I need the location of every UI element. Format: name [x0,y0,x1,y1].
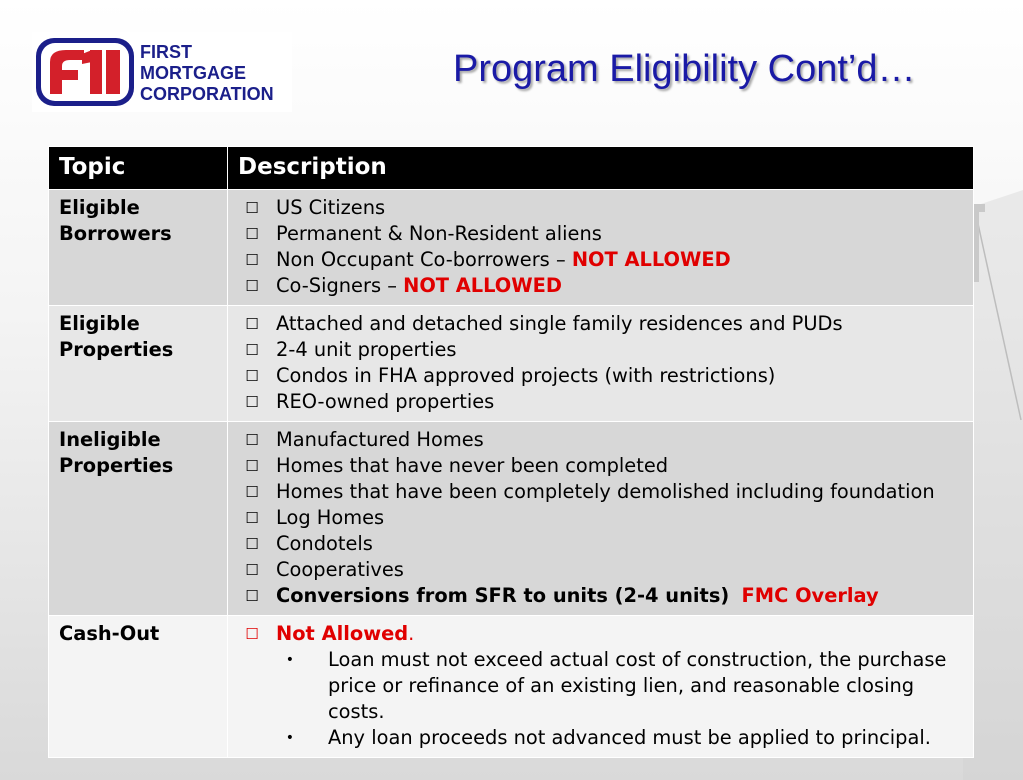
table-row [49,306,974,422]
eligibility-table [48,146,974,758]
list-item: ☐ Manufactured Homes [228,427,973,453]
not-allowed-label: NOT ALLOWED [403,274,563,297]
checkbox-icon: ☐ [245,367,259,385]
list-item: ☐ Permanent & Non-Resident aliens [228,221,973,247]
list-item: ☐ Cooperatives [228,557,973,583]
checkbox-icon: ☐ [245,587,259,605]
checkbox-icon: ☐ [245,457,259,475]
table-header-row [49,147,974,190]
svg-text:CORPORATION: CORPORATION [140,84,274,104]
checkbox-icon: ☐ [245,561,259,579]
list-item: ☐ Non Occupant Co-borrowers – NOT ALLOWED [228,247,973,273]
company-logo [32,32,292,112]
checkbox-icon: ☐ [245,393,259,411]
description-cell [228,306,974,422]
checkbox-icon: ☐ [245,509,259,527]
list-item: ☐ Log Homes [228,505,973,531]
description-cell [228,190,974,306]
checkbox-icon: ☐ [245,315,259,333]
not-allowed-label: Not Allowed [276,622,409,645]
list-item: • Any loan proceeds not advanced must be applied to principal. [228,725,973,751]
list-item: • Loan must not exceed actual cost of construction, the purchase price or refinance of an existing lien, and reasonable closing costs. [228,647,973,725]
list-item: ☐ REO-owned properties [228,389,973,415]
table-row [49,190,974,306]
list-item: ☐ Condos in FHA approved projects (with restrictions) [228,363,973,389]
description-cell [228,616,974,758]
checkbox-icon: ☐ [245,625,259,643]
list-item: ☐ Homes that have never been completed [228,453,973,479]
fmc-overlay-label: FMC Overlay [741,584,879,607]
checkbox-icon: ☐ [245,277,259,295]
header-description: Description [228,147,974,190]
checkbox-icon: ☐ [245,431,259,449]
header-topic: Topic [49,147,228,190]
checkbox-icon: ☐ [245,251,259,269]
bullet-icon: • [285,652,294,668]
topic-cell: Eligible Properties [49,306,228,422]
list-item: ☐ Conversions from SFR to units (2-4 units) FMC Overlay [228,583,973,609]
checkbox-icon: ☐ [245,483,259,501]
checkbox-icon: ☐ [245,535,259,553]
list-item: ☐ Attached and detached single family residences and PUDs [228,311,973,337]
svg-text:MORTGAGE: MORTGAGE [140,63,246,83]
checkbox-icon: ☐ [245,199,259,217]
topic-cell: Cash-Out [49,616,228,758]
checkbox-icon: ☐ [245,225,259,243]
checkbox-icon: ☐ [245,341,259,359]
table-row [49,616,974,758]
svg-text:FIRST: FIRST [140,42,192,62]
logo-mark-icon [32,32,292,112]
topic-cell: Ineligible Properties [49,422,228,616]
not-allowed-label: NOT ALLOWED [571,248,731,271]
topic-cell: Eligible Borrowers [49,190,228,306]
list-item: ☐ US Citizens [228,195,973,221]
description-cell [228,422,974,616]
list-item: ☐ Not Allowed. [228,621,973,647]
page-title: Program Eligibility Cont’d… [453,48,916,90]
table-row [49,422,974,616]
list-item: ☐ Co-Signers – NOT ALLOWED [228,273,973,299]
list-item: ☐ Homes that have been completely demolished including foundation [228,479,973,505]
bullet-icon: • [285,730,294,746]
list-item: ☐ Condotels [228,531,973,557]
list-item: ☐ 2-4 unit properties [228,337,973,363]
